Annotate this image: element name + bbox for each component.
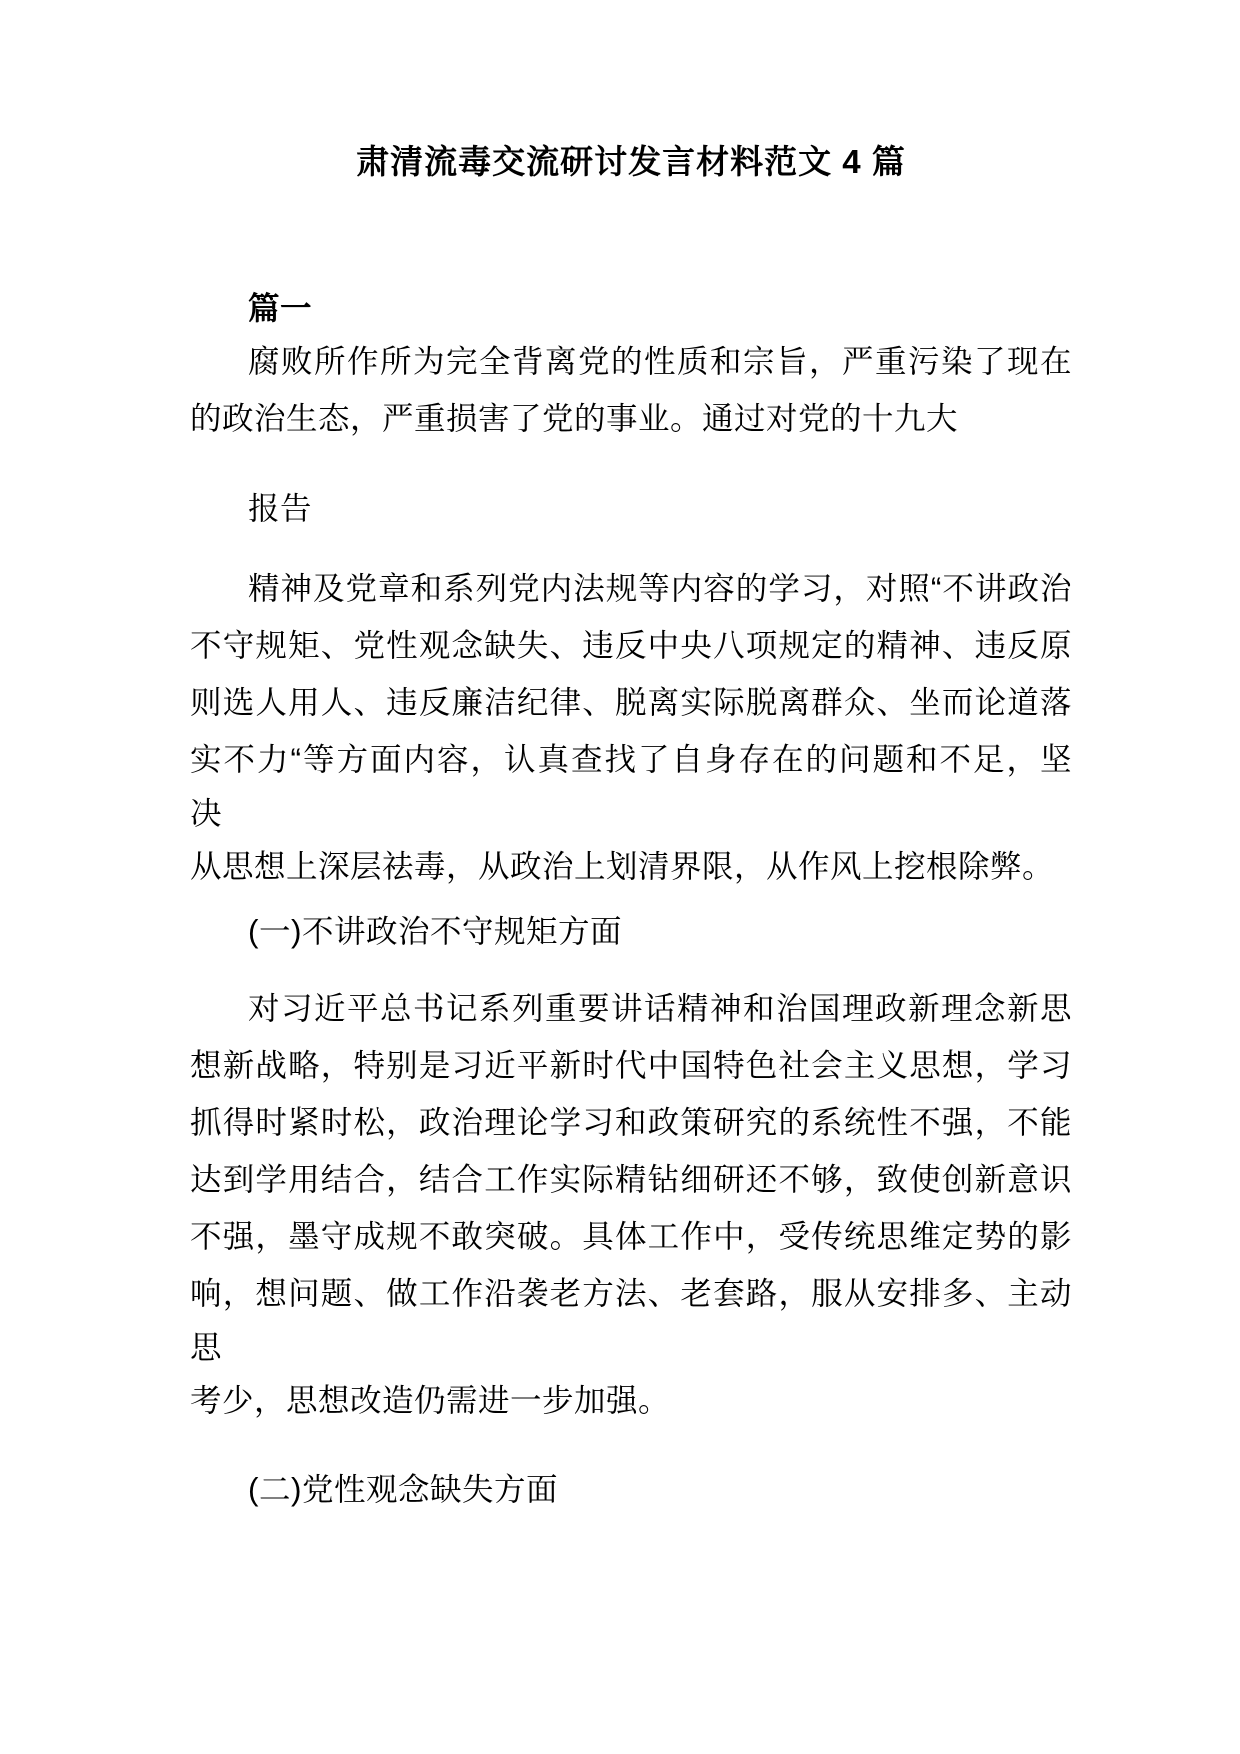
document-title: 肃清流毒交流研讨发言材料范文 4 篇 [356,143,906,180]
text-line: (二)党性观念缺失方面 [248,1471,558,1507]
paragraph [190,560,1072,838]
sub-heading-1 [190,903,1072,960]
text-line: 从思想上深层祛毒，从政治上划清界限，从作风上挖根除弊。 [190,848,1055,884]
text-line: 思 [190,1329,223,1365]
paragraph [190,838,1072,895]
text-line: 考少，思想改造仍需进一步加强。 [190,1382,671,1418]
document-body [190,283,1072,1518]
text-line: 对习近平总书记系列重要讲话精神和治国理政新理念新思 [248,990,1072,1026]
paragraph [190,1372,1072,1429]
text-line: 达到学用结合，结合工作实际精钻细研还不够，致使创新意识 [190,1161,1072,1197]
text-line: 精神及党章和系列党内法规等内容的学习，对照“不讲政治 [248,570,1072,606]
text-line: 则选人用人、违反廉洁纪律、脱离实际脱离群众、坐而论道落 [190,684,1072,720]
sub-heading-2 [190,1461,1072,1518]
text-line: 篇一 [248,290,313,326]
text-line: 报告 [248,490,313,526]
text-line: 腐败所作所为完全背离党的性质和宗旨，严重污染了现在 [248,343,1072,379]
text-line: 的政治生态，严重损害了党的事业。通过对党的十九大 [190,400,959,436]
text-line: 不守规矩、党性观念缺失、违反中央八项规定的精神、违反原 [190,627,1072,663]
text-line: 实不力“等方面内容，认真查找了自身存在的问题和不足，坚 [190,741,1072,777]
text-line: 抓得时紧时松，政治理论学习和政策研究的系统性不强，不能 [190,1104,1072,1140]
text-line: 想新战略，特别是习近平新时代中国特色社会主义思想，学习 [190,1047,1072,1083]
text-line: (一)不讲政治不守规矩方面 [248,913,622,949]
paragraph [190,480,1072,537]
paragraph [190,333,1072,447]
text-line: 不强，墨守成规不敢突破。具体工作中，受传统思维定势的影 [190,1218,1072,1254]
section-heading-pian-1 [190,283,1072,333]
paragraph [190,980,1072,1372]
text-line: 响，想问题、做工作沿袭老方法、老套路，服从安排多、主动 [190,1275,1072,1311]
text-line: 决 [190,795,223,831]
